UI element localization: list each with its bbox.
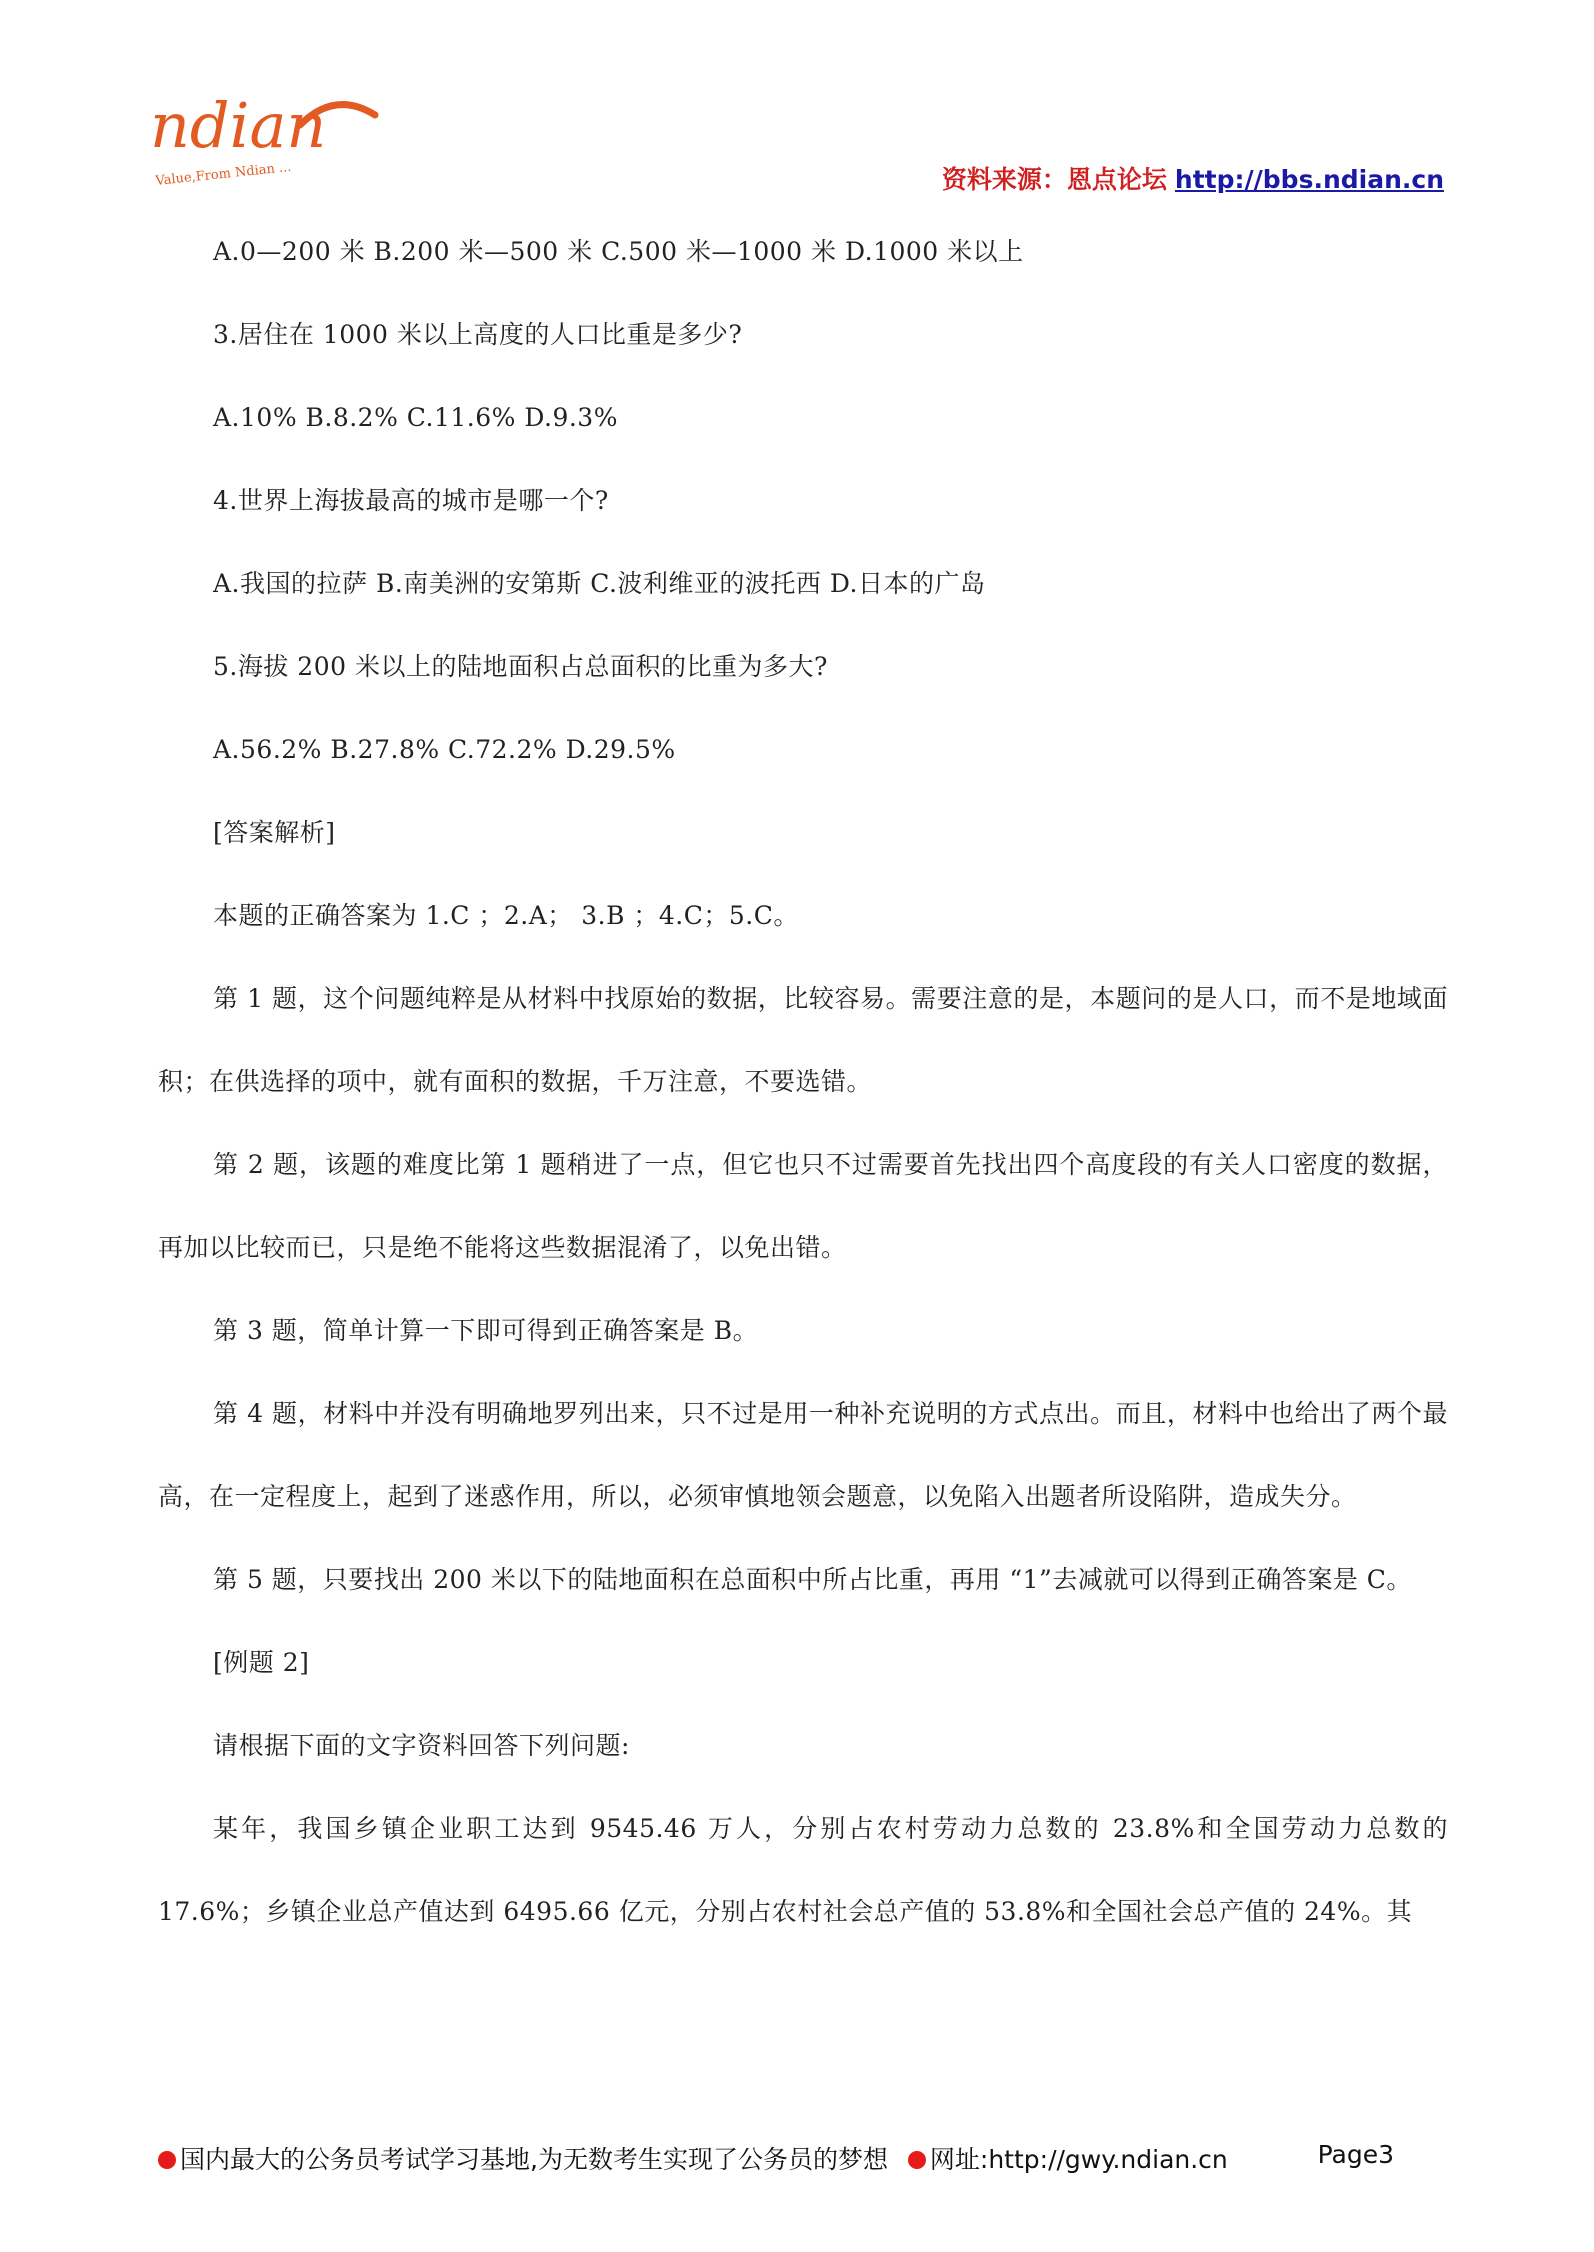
bullet-icon: [908, 2151, 926, 2169]
question-4-options: A.我国的拉萨 B.南美洲的安第斯 C.波利维亚的波托西 D.日本的广岛: [213, 569, 986, 598]
source-label: 资料来源：恩点论坛: [941, 165, 1167, 194]
example-2-instruction: 请根据下面的文字资料回答下列问题:: [213, 1731, 630, 1760]
explanation-q1: 第 1 题，这个问题纯粹是从材料中找原始的数据，比较容易。需要注意的是，本题问的是人口，而不是地域面积；在供选择的项中，就有面积的数据，千万注意，不要选错。: [158, 984, 1448, 1096]
footer-slogan: 国内最大的公务员考试学习基地,为无数考生实现了公务员的梦想: [180, 2145, 888, 2174]
logo-wordmark: ndian: [150, 89, 327, 162]
example-2-material: 某年，我国乡镇企业职工达到 9545.46 万人，分别占农村劳动力总数的 23.8%和全国劳动力总数的 17.6%；乡镇企业总产值达到 6495.66 亿元，分别占农村社会总产值的 53.8%和全国社会总产值的 24%。其: [158, 1814, 1448, 1926]
logo-slogan: Value,From Ndian ...: [154, 159, 293, 189]
source-link[interactable]: http://bbs.ndian.cn: [1174, 165, 1444, 194]
explanation-q2: 第 2 题，该题的难度比第 1 题稍进了一点，但它也只不过需要首先找出四个高度段的有关人口密度的数据，再加以比较而已，只是绝不能将这些数据混淆了，以免出错。: [158, 1150, 1448, 1262]
explanation-q3: 第 3 题，简单计算一下即可得到正确答案是 B。: [213, 1316, 759, 1345]
answer-key: 本题的正确答案为 1.C ；2.A； 3.B ；4.C；5.C。: [213, 901, 799, 930]
answer-heading: [答案解析]: [213, 818, 336, 847]
footer-site-link[interactable]: 网址:http://gwy.ndian.cn: [929, 2145, 1228, 2174]
document-body: [158, 210, 1448, 1953]
question-5: 5.海拔 200 米以上的陆地面积占总面积的比重为多大?: [213, 652, 828, 681]
question-2-options: A.0—200 米 B.200 米—500 米 C.500 米—1000 米 D.1000 米以上: [213, 237, 1024, 266]
question-3: 3.居住在 1000 米以上高度的人口比重是多少?: [213, 320, 743, 349]
page-number: Page3: [1317, 2140, 1394, 2169]
ndian-logo: [150, 85, 380, 195]
bullet-icon: [158, 2151, 176, 2169]
example-2-heading: [例题 2]: [213, 1648, 310, 1677]
page-footer: [158, 2140, 1448, 2176]
question-3-options: A.10% B.8.2% C.11.6% D.9.3%: [213, 403, 618, 432]
question-4: 4.世界上海拔最高的城市是哪一个?: [213, 486, 609, 515]
source-note: [942, 160, 1444, 196]
question-5-options: A.56.2% B.27.8% C.72.2% D.29.5%: [213, 735, 676, 764]
explanation-q4: 第 4 题，材料中并没有明确地罗列出来，只不过是用一种补充说明的方式点出。而且，材料中也给出了两个最高，在一定程度上，起到了迷惑作用，所以，必须审慎地领会题意，以免陷入出题者所设陷阱，造成失分。: [158, 1399, 1448, 1511]
explanation-q5: 第 5 题，只要找出 200 米以下的陆地面积在总面积中所占比重，再用 “1”去减就可以得到正确答案是 C。: [213, 1565, 1412, 1594]
